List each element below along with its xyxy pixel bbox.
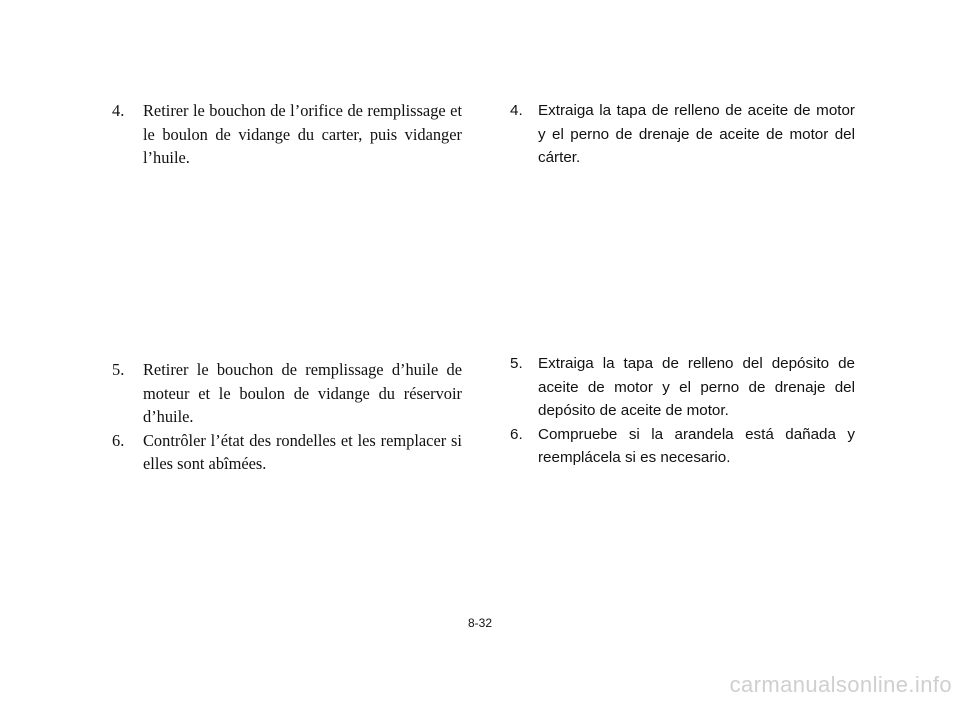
french-step-4 bbox=[112, 99, 462, 170]
step-text: Extraiga la tapa de relleno de aceite de motor y el perno de drenaje de aceite de motor del cárter. bbox=[538, 102, 855, 166]
step-number: 5. bbox=[510, 355, 523, 372]
step-number: 6. bbox=[510, 425, 523, 443]
spanish-steps-5-6 bbox=[510, 352, 855, 470]
spanish-step-6 bbox=[510, 423, 855, 470]
french-steps-5-6 bbox=[112, 358, 462, 476]
step-number: 6. bbox=[112, 430, 125, 450]
step-number: 4. bbox=[112, 101, 125, 120]
step-text: Compruebe si la arandela está dañada y reemplácela si es necesario. bbox=[538, 425, 855, 466]
french-step-5 bbox=[112, 358, 462, 429]
step-number: 4. bbox=[510, 102, 523, 119]
spanish-step-5 bbox=[510, 352, 855, 423]
spanish-step-4 bbox=[510, 99, 855, 170]
step-text: Contrôler l’état des rondelles et les remplacer si elles sont abîmées. bbox=[143, 430, 462, 473]
step-text: Extraiga la tapa de relleno del depósito de aceite de motor y el perno de drenaje del depósito de aceite de motor. bbox=[538, 355, 855, 419]
step-text: Retirer le bouchon de remplissage d’huile de moteur et le boulon de vidange du réservoir d’huile. bbox=[143, 360, 462, 426]
step-number: 5. bbox=[112, 360, 125, 379]
french-step-6 bbox=[112, 429, 462, 476]
page-number: 8-32 bbox=[467, 616, 493, 630]
step-text: Retirer le bouchon de l’orifice de remplissage et le boulon de vidange du carter, puis vidanger l’huile. bbox=[143, 101, 462, 167]
watermark: carmanualsonline.info bbox=[729, 672, 952, 697]
